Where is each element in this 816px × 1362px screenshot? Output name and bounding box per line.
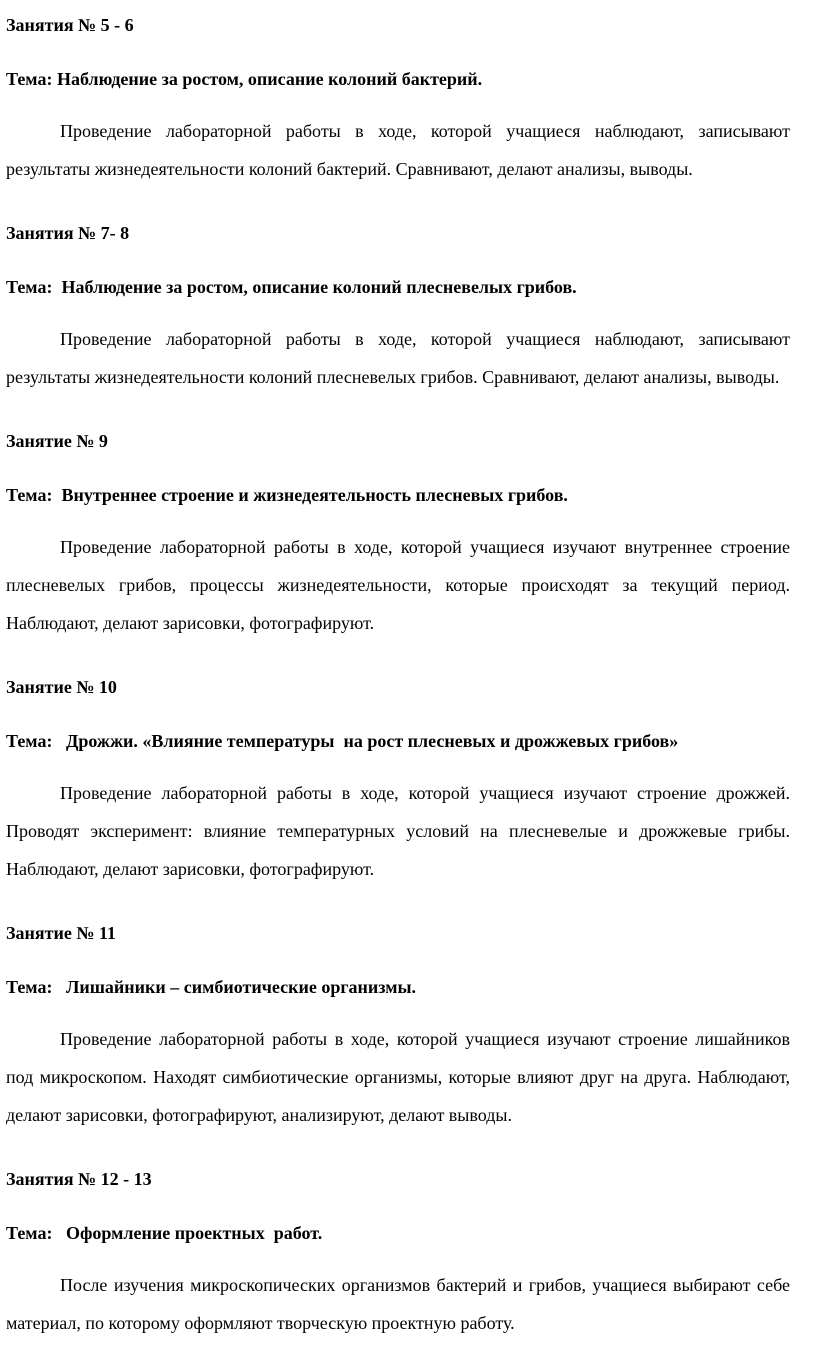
lesson-section bbox=[6, 914, 790, 1134]
section-heading: Занятие № 11 bbox=[6, 923, 116, 943]
lesson-section bbox=[6, 422, 790, 642]
lesson-section bbox=[6, 668, 790, 888]
body-paragraph: Проведение лабораторной работы в ходе, которой учащиеся изучают внутреннее строение плесневелых грибов, процессы жизнедеятельности, которые происходят за текущий период. Наблюдают, делают зарисовки, фотографируют. bbox=[6, 537, 790, 633]
section-heading: Занятие № 10 bbox=[6, 677, 117, 697]
topic-line: Тема: Наблюдение за ростом, описание колоний плесневелых грибов. bbox=[6, 277, 577, 297]
body-paragraph: Проведение лабораторной работы в ходе, которой учащиеся наблюдают, записывают результаты жизнедеятельности колоний плесневелых грибов. Сравнивают, делают анализы, выводы. bbox=[6, 329, 790, 387]
topic-line: Тема: Дрожжи. «Влияние температуры на рост плесневых и дрожжевых грибов» bbox=[6, 731, 679, 751]
section-heading: Занятия № 12 - 13 bbox=[6, 1169, 152, 1189]
section-heading: Занятия № 7- 8 bbox=[6, 223, 130, 243]
body-paragraph: После изучения микроскопических организмов бактерий и грибов, учащиеся выбирают себе материал, по которому оформляют творческую проектную работу. bbox=[6, 1275, 790, 1333]
section-heading: Занятия № 5 - 6 bbox=[6, 15, 134, 35]
section-heading: Занятие № 9 bbox=[6, 431, 108, 451]
lesson-section bbox=[6, 1160, 790, 1342]
body-paragraph: Проведение лабораторной работы в ходе, которой учащиеся изучают строение дрожжей. Проводят эксперимент: влияние температурных условий на плесневелые и дрожжевые грибы. Наблюдают, делают зарисовки, фотографируют. bbox=[6, 783, 790, 879]
topic-line: Тема: Внутреннее строение и жизнедеятельность плесневых грибов. bbox=[6, 485, 568, 505]
topic-line: Тема: Оформление проектных работ. bbox=[6, 1223, 323, 1243]
topic-line: Тема: Наблюдение за ростом, описание колоний бактерий. bbox=[6, 69, 483, 89]
body-paragraph: Проведение лабораторной работы в ходе, которой учащиеся изучают строение лишайников под микроскопом. Находят симбиотические организмы, которые влияют друг на друга. Наблюдают, делают зарисовки, фотографируют, анализируют, делают выводы. bbox=[6, 1029, 790, 1125]
topic-line: Тема: Лишайники – симбиотические организмы. bbox=[6, 977, 417, 997]
body-paragraph: Проведение лабораторной работы в ходе, которой учащиеся наблюдают, записывают результаты жизнедеятельности колоний бактерий. Сравнивают, делают анализы, выводы. bbox=[6, 121, 790, 179]
lesson-section bbox=[6, 6, 790, 188]
lesson-section bbox=[6, 214, 790, 396]
